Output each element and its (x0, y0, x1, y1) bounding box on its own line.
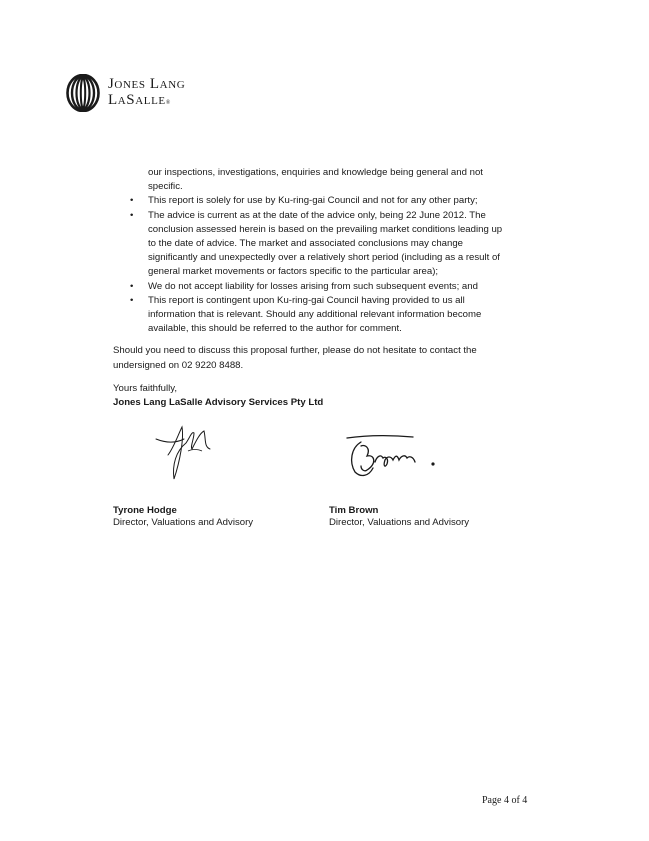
logo-wordmark (108, 76, 185, 111)
signature-tyrone-hodge (148, 421, 218, 483)
signatory-title: Director, Valuations and Advisory (329, 517, 470, 528)
logo-line-2-text: LaSalle (108, 91, 166, 108)
continuation-line: specific. (148, 181, 183, 193)
bullet-icon: • (130, 209, 134, 221)
signatory-title: Director, Valuations and Advisory (113, 517, 254, 528)
page-number: Page 4 of 4 (482, 795, 528, 806)
signatory-tim-brown (329, 505, 469, 529)
conditions-list (113, 194, 523, 336)
signatory-name: Tim Brown (329, 505, 379, 516)
list-item-line: This report is solely for use by Ku-ring-gai Council and not for any other party; (148, 195, 478, 207)
company-name: Jones Lang LaSalle Advisory Services Pty Ltd (113, 397, 324, 409)
paragraph-line: Should you need to discuss this proposal further, please do not hesitate to contact the (113, 345, 477, 357)
list-item-line: general market movements or factors specific to the particular area); (148, 266, 439, 278)
bullet-icon: • (130, 280, 134, 292)
discussion-paragraph (113, 344, 523, 372)
list-item-line: The advice is current as at the date of the advice only, being 22 June 2012. The (148, 209, 486, 221)
list-item-line: significantly and unexpectedly over a relatively short period (including as a result of (148, 252, 500, 264)
continuation-line: our inspections, investigations, enquiries and knowledge being general and not (148, 167, 483, 178)
list-item (113, 209, 523, 280)
logo-line-2 (108, 92, 185, 111)
list-item-line: available, this should be referred to the author for comment. (148, 323, 402, 335)
signatory-name: Tyrone Hodge (113, 505, 177, 516)
company-logo (66, 74, 185, 112)
list-item-line: conclusion assessed herein is based on the prevailing market conditions leading up (148, 223, 503, 235)
list-item (113, 194, 523, 208)
closing-block (113, 382, 523, 410)
bullet-icon: • (130, 195, 134, 207)
jll-helix-logo-icon (66, 74, 100, 112)
salutation: Yours faithfully, (113, 382, 177, 394)
bullet-icon: • (130, 294, 134, 306)
signatory-tyrone-hodge (113, 505, 253, 529)
list-item (113, 280, 523, 294)
list-item-line: to the date of advice. The market and associated conclusions may change (148, 238, 464, 250)
list-item-line: information that is relevant. Should any additional relevant information become (148, 309, 482, 321)
paragraph-line: undersigned on 02 9220 8488. (113, 359, 244, 371)
logo-line-1: Jones Lang (108, 75, 186, 92)
signature-tim-brown (343, 430, 443, 482)
list-item (113, 294, 523, 337)
letter-body (113, 166, 523, 410)
list-item-line: We do not accept liability for losses arising from such subsequent events; and (148, 280, 478, 292)
list-item-line: This report is contingent upon Ku-ring-gai Council having provided to us all (148, 294, 465, 306)
logo-trademark: ® (165, 99, 171, 106)
